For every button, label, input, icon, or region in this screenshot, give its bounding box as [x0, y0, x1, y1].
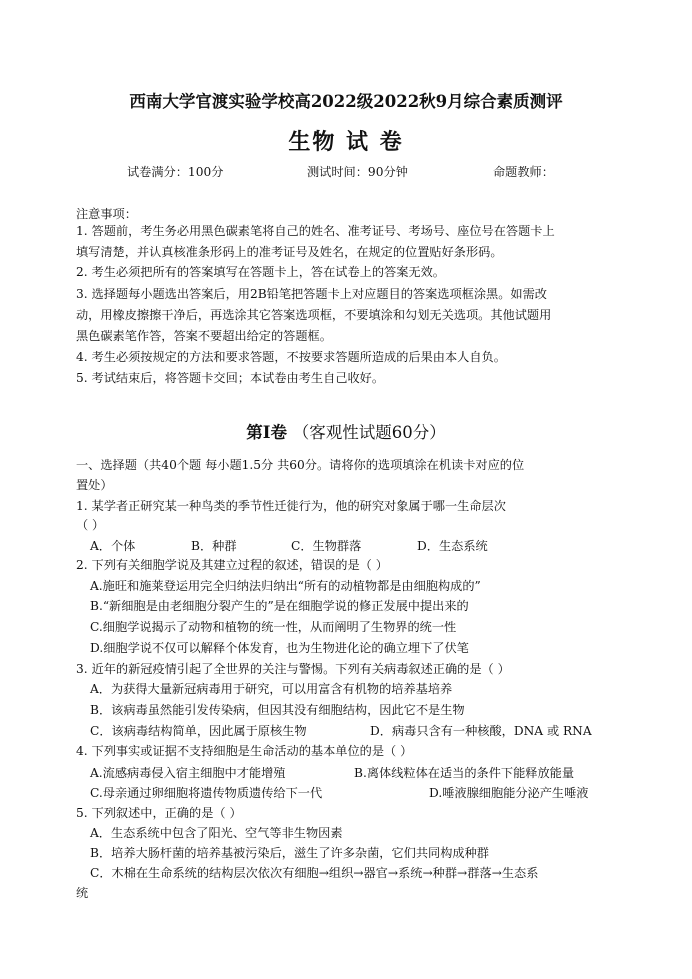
question-stem: 2. 下列有关细胞学说及其建立过程的叙述，错误的是（ ）	[76, 558, 388, 572]
option: D.唾液腺细胞能分泌产生唾液	[429, 786, 589, 800]
note-line: 1. 答题前，考生务必用黑色碳素笔将自己的姓名、准考证号、考场号、座位号在答题卡上	[76, 224, 555, 238]
part-instruction: 置处）	[76, 478, 113, 492]
notes-heading: 注意事项：	[76, 207, 137, 221]
section-subtitle: （客观性试题60分）	[292, 423, 446, 442]
option: A．为获得大量新冠病毒用于研究，可以用富含有机物的培养基培养	[90, 682, 453, 696]
option: C．生物群落	[291, 539, 362, 553]
option: A.流感病毒侵入宿主细胞中才能增殖	[90, 766, 286, 780]
option: B.离体线粒体在适当的条件下能释放能量	[354, 766, 575, 780]
setter-teacher: 命题教师：	[493, 165, 554, 179]
note-line: 3. 选择题每小题选出答案后，用2B铅笔把答题卡上对应题目的答案选项框涂黑。如需改	[76, 287, 547, 301]
note-line: 填写清楚，并认真核准条形码上的准考证号及姓名，在规定的位置贴好条形码。	[76, 245, 503, 259]
note-line: 黑色碳素笔作答，答案不要超出给定的答题框。	[76, 329, 332, 343]
option: B.“新细胞是由老细胞分裂产生的”是在细胞学说的修正发展中提出来的	[90, 599, 469, 613]
test-time: 测试时间：90分钟	[307, 165, 408, 179]
option: C．木棉在生命系统的结构层次依次有细胞→组织→器官→系统→种群→群落→生态系	[90, 866, 539, 880]
note-line: 4. 考生必须按规定的方法和要求答题，不按要求答题所造成的后果由本人自负。	[76, 350, 506, 364]
option: C.细胞学说揭示了动物和植物的统一性，从而阐明了生物界的统一性	[90, 620, 457, 634]
option: B．该病毒虽然能引发传染病，但因其没有细胞结构，因此它不是生物	[90, 703, 465, 717]
answer-blank: （ ）	[76, 518, 105, 532]
option: D.细胞学说不仅可以解释个体发育，也为生物进化论的确立埋下了伏笔	[90, 641, 469, 655]
question-stem: 1. 某学者正研究某一种鸟类的季节性迁徙行为，他的研究对象属于哪一生命层次	[76, 499, 506, 513]
question-stem: 5. 下列叙述中，正确的是（ ）	[76, 806, 242, 820]
note-line: 2. 考生必须把所有的答案填写在答题卡上，答在试卷上的答案无效。	[76, 265, 445, 279]
option: D．病毒只含有一种核酸，DNA 或 RNA	[370, 724, 592, 738]
option: B．培养大肠杆菌的培养基被污染后，滋生了许多杂菌，它们共同构成种群	[90, 846, 489, 860]
full-score: 试卷满分：100分	[127, 165, 224, 179]
note-line: 动，用橡皮擦擦干净后，再选涂其它答案选项框，不要填涂和勾划无关选项。其他试题用	[76, 308, 552, 322]
question-stem: 3. 近年的新冠疫情引起了全世界的关注与警惕。下列有关病毒叙述正确的是（ ）	[76, 662, 510, 676]
option: 统	[76, 886, 89, 900]
option: A．个体	[90, 539, 136, 553]
option: A.施旺和施莱登运用完全归纳法归纳出“所有的动植物都是由细胞构成的”	[90, 579, 481, 593]
section-heading	[0, 419, 692, 443]
option: D．生态系统	[417, 539, 488, 553]
subject-title: 生物 试 卷	[288, 129, 404, 155]
option: C．该病毒结构简单，因此属于原核生物	[90, 724, 307, 738]
question-stem: 4. 下列事实或证据不支持细胞是生命活动的基本单位的是（ ）	[76, 744, 413, 758]
part-instruction: 一、选择题（共40个题 每小题1.5分 共60分。请将你的选项填涂在机读卡对应的位	[76, 458, 525, 472]
option: A．生态系统中包含了阳光、空气等非生物因素	[90, 826, 343, 840]
note-line: 5. 考试结束后，将答题卡交回；本试卷由考生自己收好。	[76, 371, 385, 385]
option: C.母亲通过卵细胞将遗传物质遗传给下一代	[90, 786, 323, 800]
section-title: 第Ⅰ卷	[246, 423, 287, 442]
exam-title: 西南大学官渡实验学校高2022级2022秋9月综合素质测评	[129, 92, 563, 111]
option: B．种群	[191, 539, 237, 553]
